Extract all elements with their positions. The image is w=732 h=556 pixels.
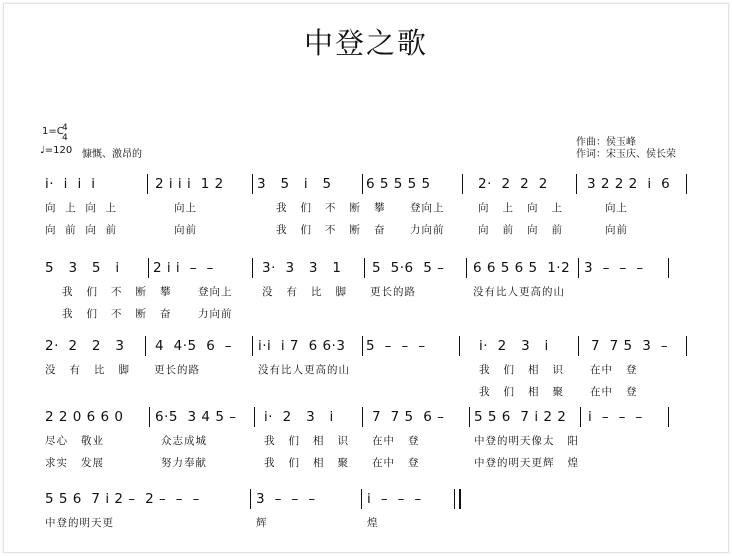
measure-notes: 5 – – – [366,338,426,354]
measure-notes: 3 2 2 2 i 6 [587,176,671,192]
measure-notes: 7 7 5 6 – [372,409,445,425]
song-title: 中登之歌 [303,26,428,60]
barline [469,407,470,427]
barline [252,336,253,356]
measure-notes: i – – – [367,491,422,507]
mood-mark: 慷慨、激昂的 [82,149,142,160]
composer-credit: 作曲：侯玉峰 [576,137,636,148]
lyric-verse-1: 没有比人更高的山 [258,364,350,376]
lyric-verse-1: 众志成城 [161,435,207,447]
barline [459,336,460,356]
lyric-verse-2: 力向前 [198,308,233,320]
lyric-verse-2: 求实 发展 [45,457,105,469]
measure-notes: 5 5·6 5 – [372,260,445,276]
measure-notes: 6 6 5 6 5 1·2 [473,260,571,276]
lyric-verse-1: 没有比人更高的山 [473,286,565,298]
lyric-verse-2: 中登的明天更辉 煌 [474,457,580,469]
barline [362,174,363,194]
lyric-verse-1: 辉 [256,517,268,529]
barline [578,258,579,278]
measure-notes: i – – – [588,409,643,425]
measure-notes: 4 4·5 6 – [155,338,233,354]
final-barline [454,489,461,509]
measure-notes: 3 – – – [584,260,644,276]
lyric-verse-1: 我 们 不 断 攀 [62,286,172,298]
lyric-verse-1: 向上 [605,202,628,214]
barline [250,489,251,509]
barline [466,258,467,278]
lyric-verse-2: 我 们 相 聚 [264,457,350,469]
barline [252,174,253,194]
lyric-verse-1: 我 们 相 识 [264,435,350,447]
lyric-verse-1: 煌 [367,517,379,529]
measure-notes: 7 7 5 3 – [591,338,669,354]
barline [580,407,581,427]
lyric-verse-2: 在中 登 [372,457,420,469]
measure-notes: i· 2 3 i [479,338,549,354]
barline [362,336,363,356]
measure-notes: 5 5 6 7 i 2 – 2 – – – [45,491,200,507]
measure-notes: i·i i 7 6 6·3 [258,338,346,354]
measure-notes: 6·5 3 4 5 – [155,409,237,425]
lyric-verse-1: 我 们 不 断 攀 [276,202,386,214]
barline [361,489,362,509]
lyric-verse-2: 向前 [174,224,197,236]
lyric-verse-2: 向 前 向 前 [45,224,118,236]
lyric-verse-1: 没 有 比 脚 [262,286,348,298]
barline [145,336,146,356]
barline [686,174,687,194]
lyric-verse-1: 向 上 向 上 [478,202,564,214]
key-signature: 1=C [42,126,64,137]
lyric-verse-1: 向 上 向 上 [45,202,118,214]
lyric-verse-1: 中登的明天更 [45,517,114,529]
barline [148,258,149,278]
barline [668,258,669,278]
lyric-verse-1: 在中 登 [590,364,638,376]
lyric-verse-1: 我 们 相 识 [479,364,565,376]
lyric-verse-2: 我 们 不 断 奋 [276,224,386,236]
barline [668,407,669,427]
barline [254,407,255,427]
lyric-verse-1: 尽心 敬业 [45,435,105,447]
page-frame [3,3,729,553]
lyric-verse-2: 向前 [605,224,628,236]
barline [462,174,463,194]
barline [686,336,687,356]
measure-notes: 5 3 5 i [45,260,120,276]
time-bottom: 4 [62,133,68,143]
measure-notes: 5 5 6 7 i 2 2 [474,409,567,425]
measure-notes: 3· 3 3 1 [262,260,342,276]
lyric-verse-2: 向 前 向 前 [478,224,564,236]
lyric-verse-2: 力向前 [410,224,445,236]
measure-notes: i· 2 3 i [264,409,334,425]
measure-notes: 2 i i i 1 2 [155,176,224,192]
lyric-verse-1: 登向上 [198,286,233,298]
measure-notes: 6 5 5 5 5 [366,176,431,192]
lyric-verse-1: 中登的明天像太 阳 [474,435,580,447]
measure-notes: 3 – – – [256,491,316,507]
measure-notes: 2 i i – – [153,260,214,276]
barline [362,407,363,427]
lyric-verse-2: 我 们 不 断 奋 [62,308,172,320]
lyricist-credit: 作词：宋玉庆、侯长荣 [576,149,676,160]
measure-notes: i· i i i [45,176,96,192]
lyric-verse-2: 在中 登 [590,386,638,398]
time-top: 4 [62,123,68,133]
barline [147,174,148,194]
lyric-verse-1: 更长的路 [154,364,200,376]
measure-notes: 2· 2 2 3 [45,338,125,354]
lyric-verse-1: 在中 登 [372,435,420,447]
lyric-verse-2: 努力奉献 [161,457,207,469]
measure-notes: 3 5 i 5 [257,176,332,192]
barline [578,336,579,356]
barline [364,258,365,278]
measure-notes: 2 2 0 6 6 0 [45,409,124,425]
barline [252,258,253,278]
tempo-mark: ♩=120 [40,145,73,156]
time-signature [62,123,68,143]
barline [149,407,150,427]
lyric-verse-1: 更长的路 [370,286,416,298]
lyric-verse-1: 登向上 [410,202,445,214]
barline [576,174,577,194]
lyric-verse-1: 向上 [174,202,197,214]
lyric-verse-1: 没 有 比 脚 [45,364,131,376]
measure-notes: 2· 2 2 2 [478,176,548,192]
lyric-verse-2: 我 们 相 聚 [479,386,565,398]
